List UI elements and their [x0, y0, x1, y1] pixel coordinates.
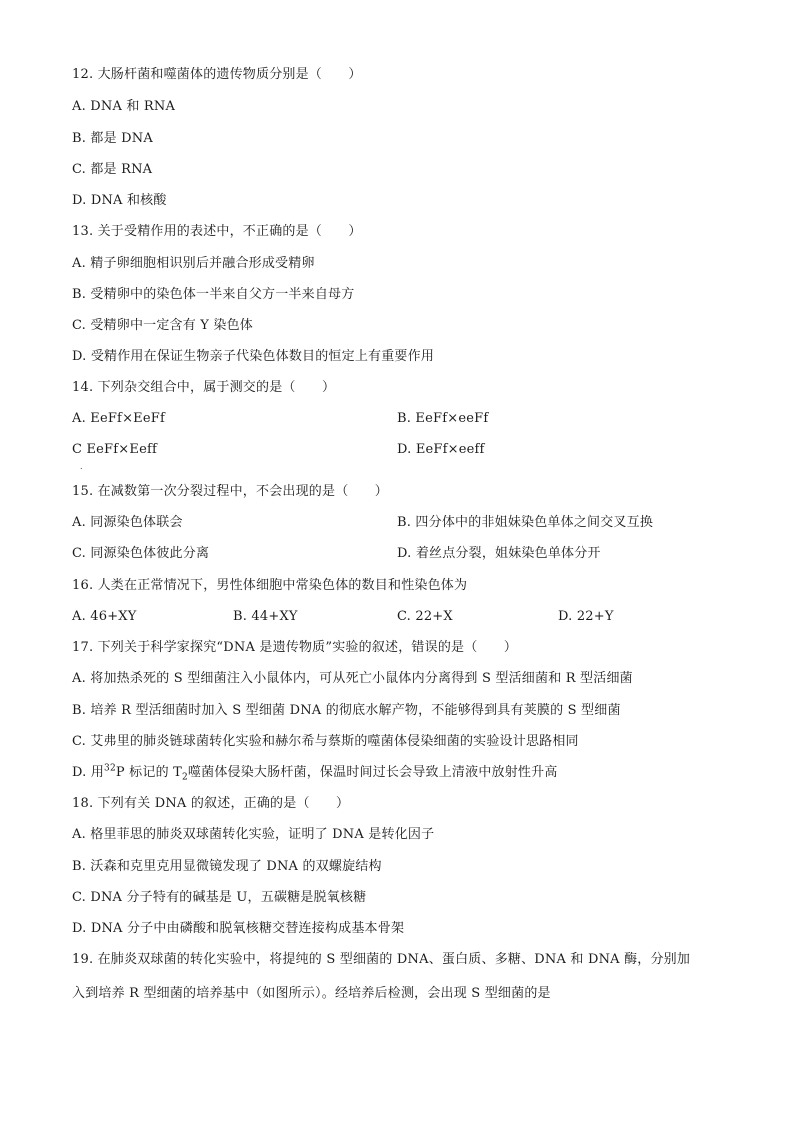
question-18-option-b: B. 沃森和克里克用显微镜发现了 DNA 的双螺旋结构: [72, 859, 382, 874]
option-d-prefix: D. 用: [72, 765, 105, 780]
question-13-option-c: C. 受精卵中一定含有 Y 染色体: [72, 318, 253, 333]
question-14-stem: 14. 下列杂交组合中，属于测交的是（ ）: [72, 380, 336, 395]
question-14-option-a: A. EeFf×EeFf: [72, 411, 165, 426]
question-19-stem-line-2: 入到培养 R 型细菌的培养基中（如图所示）。经培养后检测，会出现 S 型细菌的是: [72, 986, 551, 1001]
question-16-option-b: B. 44+XY: [233, 609, 298, 624]
question-14-option-b: B. EeFf×eeFf: [397, 411, 489, 426]
question-16-option-c: C. 22+X: [397, 609, 453, 624]
question-17-stem: 17. 下列关于科学家探究“DNA 是遗传物质”实验的叙述，错误的是（ ）: [72, 640, 518, 655]
question-17-option-a: A. 将加热杀死的 S 型细菌注入小鼠体内，可从死亡小鼠体内分离得到 S 型活细菌和 R 型活细菌: [72, 671, 633, 686]
option-d-middle: P 标记的 T: [115, 765, 182, 780]
question-18-stem: 18. 下列有关 DNA 的叙述，正确的是（ ）: [72, 796, 350, 811]
question-14-option-c: C EeFf×Eeff: [72, 442, 157, 457]
question-12-stem: 12. 大肠杆菌和噬菌体的遗传物质分别是（ ）: [72, 67, 362, 82]
question-13-option-d: D. 受精作用在保证生物亲子代染色体数目的恒定上有重要作用: [72, 349, 435, 364]
question-18-option-a: A. 格里菲思的肺炎双球菌转化实验，证明了 DNA 是转化因子: [72, 827, 435, 842]
question-16-option-a: A. 46+XY: [72, 609, 137, 624]
question-16-option-d: D. 22+Y: [558, 609, 614, 624]
question-12-option-d: D. DNA 和核酸: [72, 193, 167, 208]
question-19-stem-line-1: 19. 在肺炎双球菌的转化实验中，将提纯的 S 型细菌的 DNA、蛋白质、多糖、DNA 和 DNA 酶，分别加: [72, 952, 691, 967]
isotope-mass-number: 32: [104, 763, 116, 774]
question-18-option-d: D. DNA 分子中由磷酸和脱氧核糖交替连接构成基本骨架: [72, 921, 405, 936]
question-15-option-b: B. 四分体中的非姐妹染色单体之间交叉互换: [397, 515, 654, 530]
question-17-option-c: C. 艾弗里的肺炎链球菌转化实验和赫尔希与蔡斯的噬菌体侵染细菌的实验设计思路相同: [72, 734, 579, 749]
question-18-option-c: C. DNA 分子特有的碱基是 U，五碳糖是脱氧核糖: [72, 890, 367, 905]
question-12-option-b: B. 都是 DNA: [72, 131, 153, 146]
stray-dot-mark: .: [80, 462, 83, 471]
question-14-option-d: D. EeFf×eeff: [397, 442, 485, 457]
question-15-option-d: D. 着丝点分裂，姐妹染色单体分开: [397, 546, 601, 561]
question-15-stem: 15. 在减数第一次分裂过程中，不会出现的是（ ）: [72, 484, 389, 499]
question-12-option-c: C. 都是 RNA: [72, 162, 153, 177]
question-16-stem: 16. 人类在正常情况下，男性体细胞中常染色体的数目和性染色体为: [72, 578, 468, 593]
phage-subscript: 2: [181, 772, 188, 783]
question-13-stem: 13. 关于受精作用的表述中，不正确的是（ ）: [72, 224, 362, 239]
question-15-option-c: C. 同源染色体彼此分离: [72, 546, 210, 561]
question-17-option-d: [72, 764, 558, 782]
question-13-option-a: A. 精子卵细胞相识别后并融合形成受精卵: [72, 256, 315, 271]
question-17-option-b: B. 培养 R 型活细菌时加入 S 型细菌 DNA 的彻底水解产物，不能够得到具有荚膜的 S 型细菌: [72, 703, 621, 718]
question-15-option-a: A. 同源染色体联会: [72, 515, 183, 530]
option-d-suffix: 噬菌体侵染大肠杆菌，保温时间过长会导致上清液中放射性升高: [187, 765, 558, 780]
question-12-option-a: A. DNA 和 RNA: [72, 99, 176, 114]
question-13-option-b: B. 受精卵中的染色体一半来自父方一半来自母方: [72, 287, 355, 302]
